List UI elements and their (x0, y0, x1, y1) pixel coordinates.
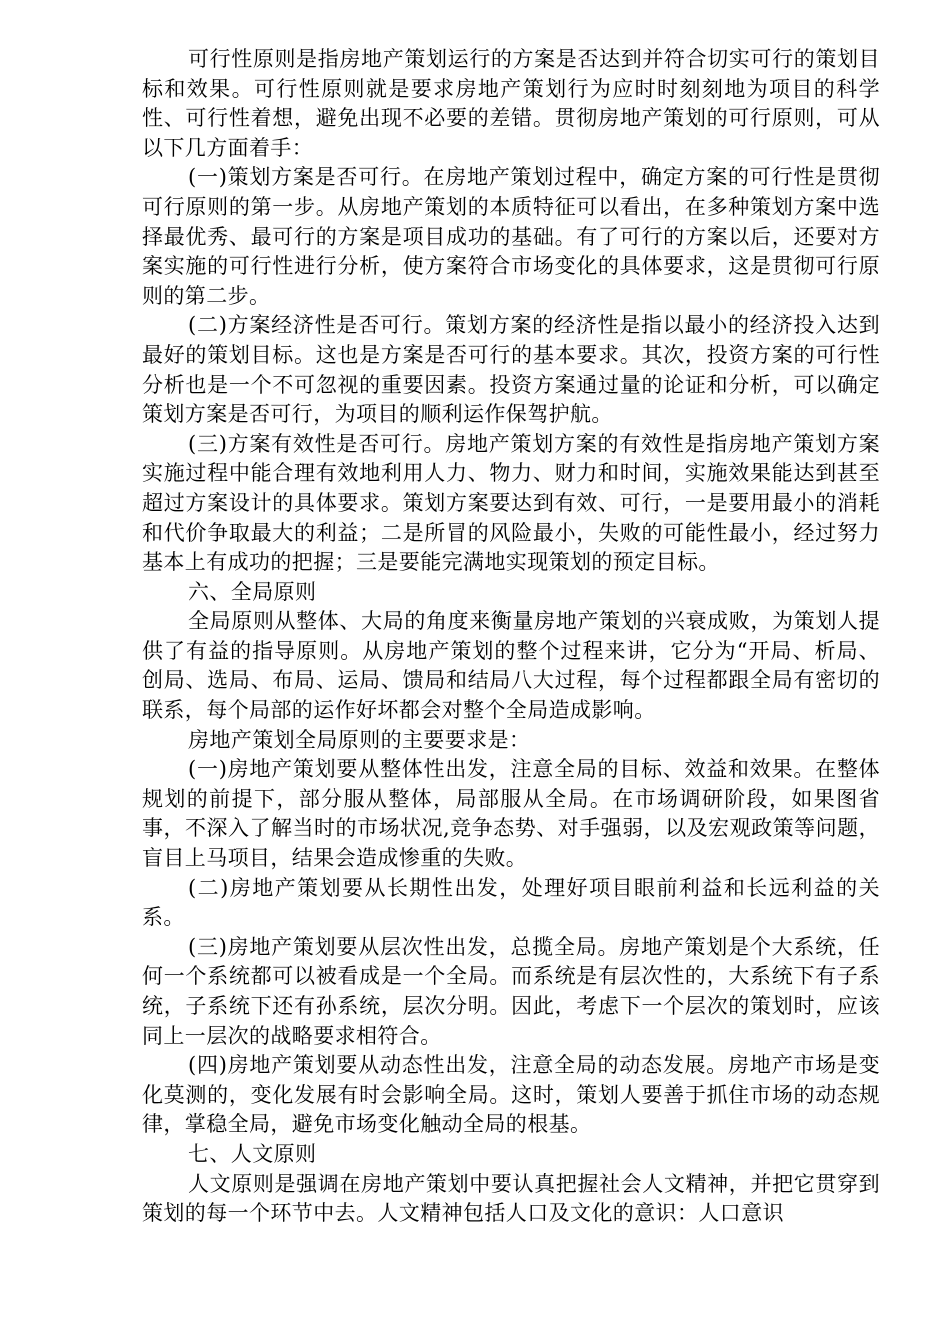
paragraph-effectiveness-feasibility: (三)方案有效性是否可行。房地产策划方案的有效性是指房地产策划方案实施过程中能合理有效地利用人力、物力、财力和时间，实施效果能达到甚至超过方案设计的具体要求。策划方案要达到有效、可行，一是要用最小的消耗和代价争取最大的利益；二是所冒的风险最小，失败的可能性最小，经过努力基本上有成功的把握；三是要能完满地实现策划的预定目标。 (142, 431, 880, 575)
document-body (142, 45, 880, 1229)
section-heading-global-principle: 六、全局原则 (188, 579, 317, 604)
section-heading-humanistic-principle: 七、人文原则 (188, 1141, 317, 1166)
paragraph-humanistic-intro: 人文原则是强调在房地产策划中要认真把握社会人文精神，并把它贯穿到策划的每一个环节中去。人文精神包括人口及文化的意识：人口意识 (142, 1171, 880, 1226)
paragraph-requirement-long-term: (二)房地产策划要从长期性出发，处理好项目眼前利益和长远利益的关系。 (142, 875, 880, 930)
paragraph-global-requirements: 房地产策划全局原则的主要要求是： (188, 727, 531, 752)
paragraph-economic-feasibility: (二)方案经济性是否可行。策划方案的经济性是指以最小的经济投入达到最好的策划目标。这也是方案是否可行的基本要求。其次，投资方案的可行性分析也是一个不可忽视的重要因素。投资方案通过量的论证和分析，可以确定策划方案是否可行，为项目的顺利运作保驾护航。 (142, 313, 880, 427)
paragraph-feasibility-intro: 可行性原则是指房地产策划运行的方案是否达到并符合切实可行的策划目标和效果。可行性原则就是要求房地产策划行为应时时刻刻地为项目的科学性、可行性着想，避免出现不必要的差错。贯彻房地产策划的可行原则，可从以下几方面着手： (142, 47, 880, 160)
paragraph-requirement-integrity: (一)房地产策划要从整体性出发，注意全局的目标、效益和效果。在整体规划的前提下，部分服从整体，局部服从全局。在市场调研阶段，如果图省事，不深入了解当时的市场状况,竞争态势、对手强弱，以及宏观政策等问题，盲目上马项目，结果会造成惨重的失败。 (142, 757, 880, 871)
paragraph-requirement-hierarchy: (三)房地产策划要从层次性出发，总揽全局。房地产策划是个大系统，任何一个系统都可以被看成是一个全局。而系统是有层次性的，大系统下有子系统，子系统下还有孙系统，层次分明。因此，考虑下一个层次的策划时，应该同上一层次的战略要求相符合。 (142, 934, 880, 1048)
paragraph-global-principle-intro: 全局原则从整体、大局的角度来衡量房地产策划的兴衰成败，为策划人提供了有益的指导原则。从房地产策划的整个过程来讲，它分为“开局、析局、创局、选局、布局、运局、馈局和结局八大过程，每个过程都跟全局有密切的联系，每个局部的运作好坏都会对整个全局造成影响。 (142, 609, 880, 723)
paragraph-requirement-dynamics: (四)房地产策划要从动态性出发，注意全局的动态发展。房地产市场是变化莫测的，变化发展有时会影响全局。这时，策划人要善于抓住市场的动态规律，掌稳全局，避免市场变化触动全局的根基。 (142, 1053, 880, 1137)
paragraph-plan-feasibility: (一)策划方案是否可行。在房地产策划过程中，确定方案的可行性是贯彻可行原则的第一步。从房地产策划的本质特征可以看出，在多种策划方案中选择最优秀、最可行的方案是项目成功的基础。有了可行的方案以后，还要对方案实施的可行性进行分析，使方案符合市场变化的具体要求，这是贯彻可行原则的第二步。 (142, 165, 880, 308)
